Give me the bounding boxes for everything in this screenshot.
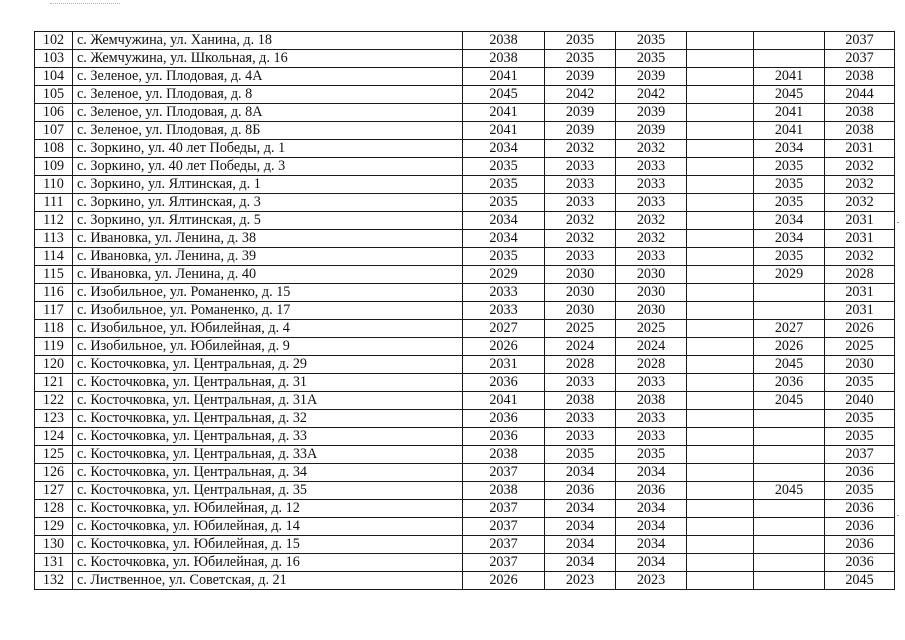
year-cell-2: 2034 <box>545 554 616 572</box>
year-cell-2: 2039 <box>545 122 616 140</box>
year-cell-6: 2040 <box>825 392 895 410</box>
row-number-cell: 112 <box>35 212 73 230</box>
table-row <box>35 212 895 230</box>
address-cell: с. Изобильное, ул. Романенко, д. 15 <box>73 284 463 302</box>
table-row <box>35 140 895 158</box>
year-cell-5 <box>754 572 825 590</box>
table-row <box>35 392 895 410</box>
year-cell-3: 2033 <box>616 158 687 176</box>
year-cell-6: 2036 <box>825 464 895 482</box>
year-cell-5: 2029 <box>754 266 825 284</box>
table-row <box>35 374 895 392</box>
address-cell: с. Зеленое, ул. Плодовая, д. 8А <box>73 104 463 122</box>
table-row <box>35 356 895 374</box>
year-cell-4 <box>687 86 754 104</box>
year-cell-6: 2032 <box>825 158 895 176</box>
table-row <box>35 500 895 518</box>
row-number-cell: 116 <box>35 284 73 302</box>
year-cell-5: 2041 <box>754 104 825 122</box>
year-cell-4 <box>687 374 754 392</box>
row-number-cell: 115 <box>35 266 73 284</box>
year-cell-1: 2037 <box>463 554 545 572</box>
year-cell-2: 2034 <box>545 464 616 482</box>
year-cell-1: 2041 <box>463 122 545 140</box>
address-cell: с. Изобильное, ул. Юбилейная, д. 9 <box>73 338 463 356</box>
address-cell: с. Изобильное, ул. Юбилейная, д. 4 <box>73 320 463 338</box>
year-cell-5 <box>754 446 825 464</box>
year-cell-1: 2038 <box>463 50 545 68</box>
table-row <box>35 338 895 356</box>
year-cell-3: 2035 <box>616 446 687 464</box>
year-cell-5 <box>754 302 825 320</box>
year-cell-2: 2039 <box>545 104 616 122</box>
year-cell-1: 2037 <box>463 536 545 554</box>
row-number-cell: 111 <box>35 194 73 212</box>
year-cell-5 <box>754 410 825 428</box>
table-row <box>35 572 895 590</box>
address-cell: с. Зоркино, ул. 40 лет Победы, д. 1 <box>73 140 463 158</box>
table-row <box>35 284 895 302</box>
table-row <box>35 266 895 284</box>
year-cell-3: 2038 <box>616 392 687 410</box>
year-cell-2: 2033 <box>545 248 616 266</box>
year-cell-5: 2036 <box>754 374 825 392</box>
address-cell: с. Косточковка, ул. Юбилейная, д. 12 <box>73 500 463 518</box>
year-cell-3: 2033 <box>616 194 687 212</box>
year-cell-3: 2024 <box>616 338 687 356</box>
year-cell-1: 2033 <box>463 284 545 302</box>
year-cell-5: 2034 <box>754 230 825 248</box>
year-cell-1: 2034 <box>463 230 545 248</box>
year-cell-2: 2028 <box>545 356 616 374</box>
row-number-cell: 121 <box>35 374 73 392</box>
row-number-cell: 126 <box>35 464 73 482</box>
year-cell-6: 2036 <box>825 518 895 536</box>
year-cell-5 <box>754 500 825 518</box>
address-cell: с. Косточковка, ул. Центральная, д. 35 <box>73 482 463 500</box>
year-cell-5 <box>754 32 825 50</box>
year-cell-5 <box>754 464 825 482</box>
year-cell-6: 2038 <box>825 122 895 140</box>
year-cell-6: 2036 <box>825 536 895 554</box>
address-cell: с. Ивановка, ул. Ленина, д. 40 <box>73 266 463 284</box>
year-cell-2: 2036 <box>545 482 616 500</box>
year-cell-3: 2033 <box>616 176 687 194</box>
year-cell-2: 2034 <box>545 500 616 518</box>
year-cell-2: 2032 <box>545 212 616 230</box>
year-cell-6: 2036 <box>825 554 895 572</box>
year-cell-1: 2036 <box>463 374 545 392</box>
year-cell-5 <box>754 284 825 302</box>
year-cell-5: 2035 <box>754 158 825 176</box>
row-number-cell: 106 <box>35 104 73 122</box>
year-cell-1: 2033 <box>463 302 545 320</box>
year-cell-5: 2034 <box>754 140 825 158</box>
year-cell-1: 2037 <box>463 500 545 518</box>
row-number-cell: 125 <box>35 446 73 464</box>
year-cell-2: 2032 <box>545 230 616 248</box>
year-cell-5: 2026 <box>754 338 825 356</box>
row-number-cell: 124 <box>35 428 73 446</box>
year-cell-6: 2035 <box>825 482 895 500</box>
address-cell: с. Косточковка, ул. Центральная, д. 34 <box>73 464 463 482</box>
year-cell-6: 2030 <box>825 356 895 374</box>
address-cell: с. Жемчужина, ул. Школьная, д. 16 <box>73 50 463 68</box>
year-cell-3: 2033 <box>616 374 687 392</box>
address-cell: с. Зоркино, ул. Ялтинская, д. 1 <box>73 176 463 194</box>
address-cell: с. Косточковка, ул. Центральная, д. 33А <box>73 446 463 464</box>
year-cell-2: 2032 <box>545 140 616 158</box>
year-cell-2: 2033 <box>545 194 616 212</box>
year-cell-1: 2027 <box>463 320 545 338</box>
year-cell-1: 2038 <box>463 32 545 50</box>
year-cell-3: 2030 <box>616 302 687 320</box>
year-cell-5: 2045 <box>754 392 825 410</box>
year-cell-3: 2023 <box>616 572 687 590</box>
housing-register-table <box>34 31 895 590</box>
table-row <box>35 446 895 464</box>
year-cell-2: 2033 <box>545 176 616 194</box>
year-cell-4 <box>687 158 754 176</box>
year-cell-4 <box>687 410 754 428</box>
year-cell-1: 2041 <box>463 392 545 410</box>
year-cell-3: 2033 <box>616 410 687 428</box>
table-row <box>35 320 895 338</box>
year-cell-6: 2025 <box>825 338 895 356</box>
year-cell-1: 2036 <box>463 428 545 446</box>
year-cell-4 <box>687 572 754 590</box>
year-cell-1: 2029 <box>463 266 545 284</box>
year-cell-2: 2030 <box>545 302 616 320</box>
table-row <box>35 518 895 536</box>
year-cell-4 <box>687 554 754 572</box>
year-cell-3: 2025 <box>616 320 687 338</box>
year-cell-2: 2035 <box>545 50 616 68</box>
address-cell: с. Зоркино, ул. Ялтинская, д. 3 <box>73 194 463 212</box>
row-number-cell: 130 <box>35 536 73 554</box>
year-cell-6: 2044 <box>825 86 895 104</box>
address-cell: с. Жемчужина, ул. Ханина, д. 18 <box>73 32 463 50</box>
row-number-cell: 109 <box>35 158 73 176</box>
year-cell-5: 2045 <box>754 356 825 374</box>
address-cell: с. Косточковка, ул. Центральная, д. 31 <box>73 374 463 392</box>
year-cell-1: 2026 <box>463 338 545 356</box>
year-cell-6: 2035 <box>825 428 895 446</box>
year-cell-3: 2032 <box>616 230 687 248</box>
year-cell-4 <box>687 464 754 482</box>
year-cell-4 <box>687 140 754 158</box>
row-number-cell: 123 <box>35 410 73 428</box>
table-row <box>35 86 895 104</box>
year-cell-4 <box>687 104 754 122</box>
year-cell-3: 2032 <box>616 212 687 230</box>
year-cell-3: 2032 <box>616 140 687 158</box>
year-cell-1: 2041 <box>463 68 545 86</box>
year-cell-1: 2035 <box>463 176 545 194</box>
row-number-cell: 119 <box>35 338 73 356</box>
year-cell-6: 2032 <box>825 194 895 212</box>
address-cell: с. Ивановка, ул. Ленина, д. 39 <box>73 248 463 266</box>
year-cell-1: 2034 <box>463 212 545 230</box>
year-cell-5: 2045 <box>754 86 825 104</box>
year-cell-6: 2035 <box>825 374 895 392</box>
row-number-cell: 110 <box>35 176 73 194</box>
year-cell-2: 2033 <box>545 374 616 392</box>
row-number-cell: 132 <box>35 572 73 590</box>
year-cell-6: 2026 <box>825 320 895 338</box>
address-cell: с. Зеленое, ул. Плодовая, д. 4А <box>73 68 463 86</box>
year-cell-2: 2023 <box>545 572 616 590</box>
year-cell-3: 2042 <box>616 86 687 104</box>
year-cell-4 <box>687 32 754 50</box>
address-cell: с. Косточковка, ул. Юбилейная, д. 16 <box>73 554 463 572</box>
year-cell-2: 2038 <box>545 392 616 410</box>
table-row <box>35 464 895 482</box>
address-cell: с. Зоркино, ул. 40 лет Победы, д. 3 <box>73 158 463 176</box>
address-cell: с. Зеленое, ул. Плодовая, д. 8 <box>73 86 463 104</box>
year-cell-1: 2026 <box>463 572 545 590</box>
year-cell-2: 2030 <box>545 266 616 284</box>
row-number-cell: 120 <box>35 356 73 374</box>
address-cell: с. Изобильное, ул. Романенко, д. 17 <box>73 302 463 320</box>
year-cell-3: 2030 <box>616 284 687 302</box>
table-row <box>35 428 895 446</box>
year-cell-4 <box>687 446 754 464</box>
year-cell-2: 2024 <box>545 338 616 356</box>
year-cell-6: 2031 <box>825 230 895 248</box>
year-cell-3: 2035 <box>616 32 687 50</box>
table-row <box>35 68 895 86</box>
year-cell-3: 2034 <box>616 518 687 536</box>
year-cell-5: 2034 <box>754 212 825 230</box>
year-cell-3: 2030 <box>616 266 687 284</box>
table-row <box>35 302 895 320</box>
scan-artifact <box>897 222 899 223</box>
row-number-cell: 127 <box>35 482 73 500</box>
table-row <box>35 248 895 266</box>
row-number-cell: 105 <box>35 86 73 104</box>
address-cell: с. Лиственное, ул. Советская, д. 21 <box>73 572 463 590</box>
row-number-cell: 117 <box>35 302 73 320</box>
address-cell: с. Зоркино, ул. Ялтинская, д. 5 <box>73 212 463 230</box>
year-cell-4 <box>687 536 754 554</box>
year-cell-6: 2038 <box>825 104 895 122</box>
table-row <box>35 32 895 50</box>
year-cell-2: 2035 <box>545 32 616 50</box>
year-cell-4 <box>687 212 754 230</box>
year-cell-6: 2032 <box>825 248 895 266</box>
year-cell-5 <box>754 518 825 536</box>
year-cell-2: 2025 <box>545 320 616 338</box>
row-number-cell: 122 <box>35 392 73 410</box>
year-cell-1: 2038 <box>463 446 545 464</box>
year-cell-1: 2045 <box>463 86 545 104</box>
address-cell: с. Косточковка, ул. Юбилейная, д. 14 <box>73 518 463 536</box>
year-cell-5: 2035 <box>754 194 825 212</box>
year-cell-3: 2033 <box>616 248 687 266</box>
year-cell-5: 2027 <box>754 320 825 338</box>
year-cell-6: 2038 <box>825 68 895 86</box>
year-cell-1: 2031 <box>463 356 545 374</box>
year-cell-3: 2034 <box>616 536 687 554</box>
table-row <box>35 50 895 68</box>
year-cell-1: 2036 <box>463 410 545 428</box>
year-cell-3: 2039 <box>616 122 687 140</box>
row-number-cell: 128 <box>35 500 73 518</box>
year-cell-3: 2028 <box>616 356 687 374</box>
year-cell-3: 2034 <box>616 464 687 482</box>
year-cell-5: 2035 <box>754 248 825 266</box>
table-row <box>35 554 895 572</box>
year-cell-1: 2034 <box>463 140 545 158</box>
year-cell-3: 2036 <box>616 482 687 500</box>
year-cell-3: 2033 <box>616 428 687 446</box>
table-row <box>35 536 895 554</box>
year-cell-6: 2037 <box>825 446 895 464</box>
year-cell-4 <box>687 266 754 284</box>
year-cell-5 <box>754 554 825 572</box>
year-cell-6: 2037 <box>825 50 895 68</box>
year-cell-6: 2032 <box>825 176 895 194</box>
row-number-cell: 102 <box>35 32 73 50</box>
year-cell-3: 2039 <box>616 68 687 86</box>
year-cell-4 <box>687 284 754 302</box>
table-body <box>35 32 895 590</box>
year-cell-4 <box>687 320 754 338</box>
address-cell: с. Косточковка, ул. Юбилейная, д. 15 <box>73 536 463 554</box>
year-cell-5: 2045 <box>754 482 825 500</box>
year-cell-5 <box>754 50 825 68</box>
row-number-cell: 129 <box>35 518 73 536</box>
year-cell-4 <box>687 50 754 68</box>
year-cell-4 <box>687 428 754 446</box>
table-row <box>35 410 895 428</box>
year-cell-1: 2035 <box>463 248 545 266</box>
year-cell-3: 2035 <box>616 50 687 68</box>
row-number-cell: 113 <box>35 230 73 248</box>
row-number-cell: 108 <box>35 140 73 158</box>
year-cell-4 <box>687 194 754 212</box>
year-cell-5: 2041 <box>754 68 825 86</box>
year-cell-2: 2039 <box>545 68 616 86</box>
year-cell-5 <box>754 428 825 446</box>
year-cell-5: 2035 <box>754 176 825 194</box>
year-cell-3: 2034 <box>616 500 687 518</box>
year-cell-6: 2045 <box>825 572 895 590</box>
year-cell-4 <box>687 392 754 410</box>
year-cell-4 <box>687 230 754 248</box>
year-cell-4 <box>687 518 754 536</box>
year-cell-6: 2031 <box>825 284 895 302</box>
year-cell-5 <box>754 536 825 554</box>
year-cell-6: 2036 <box>825 500 895 518</box>
address-cell: с. Косточковка, ул. Центральная, д. 32 <box>73 410 463 428</box>
year-cell-6: 2035 <box>825 410 895 428</box>
row-number-cell: 107 <box>35 122 73 140</box>
year-cell-2: 2030 <box>545 284 616 302</box>
year-cell-1: 2037 <box>463 464 545 482</box>
table-row <box>35 122 895 140</box>
year-cell-1: 2035 <box>463 194 545 212</box>
year-cell-1: 2038 <box>463 482 545 500</box>
table-row <box>35 194 895 212</box>
address-cell: с. Косточковка, ул. Центральная, д. 33 <box>73 428 463 446</box>
row-number-cell: 131 <box>35 554 73 572</box>
year-cell-6: 2031 <box>825 302 895 320</box>
row-number-cell: 103 <box>35 50 73 68</box>
address-cell: с. Зеленое, ул. Плодовая, д. 8Б <box>73 122 463 140</box>
table-row <box>35 104 895 122</box>
table-row <box>35 176 895 194</box>
year-cell-3: 2039 <box>616 104 687 122</box>
row-number-cell: 114 <box>35 248 73 266</box>
row-number-cell: 118 <box>35 320 73 338</box>
year-cell-6: 2037 <box>825 32 895 50</box>
year-cell-2: 2042 <box>545 86 616 104</box>
address-cell: с. Косточковка, ул. Центральная, д. 29 <box>73 356 463 374</box>
year-cell-4 <box>687 356 754 374</box>
address-cell: с. Косточковка, ул. Центральная, д. 31А <box>73 392 463 410</box>
year-cell-6: 2031 <box>825 140 895 158</box>
year-cell-2: 2034 <box>545 518 616 536</box>
year-cell-2: 2033 <box>545 158 616 176</box>
table-row <box>35 482 895 500</box>
year-cell-1: 2037 <box>463 518 545 536</box>
year-cell-2: 2033 <box>545 410 616 428</box>
table-row <box>35 230 895 248</box>
year-cell-5: 2041 <box>754 122 825 140</box>
year-cell-4 <box>687 248 754 266</box>
year-cell-1: 2035 <box>463 158 545 176</box>
year-cell-2: 2033 <box>545 428 616 446</box>
year-cell-4 <box>687 68 754 86</box>
year-cell-1: 2041 <box>463 104 545 122</box>
year-cell-6: 2031 <box>825 212 895 230</box>
year-cell-4 <box>687 338 754 356</box>
scan-artifact <box>897 515 899 516</box>
scan-artifact <box>50 0 120 4</box>
table-row <box>35 158 895 176</box>
year-cell-4 <box>687 122 754 140</box>
year-cell-4 <box>687 176 754 194</box>
year-cell-6: 2028 <box>825 266 895 284</box>
year-cell-4 <box>687 482 754 500</box>
address-cell: с. Ивановка, ул. Ленина, д. 38 <box>73 230 463 248</box>
year-cell-4 <box>687 500 754 518</box>
year-cell-2: 2035 <box>545 446 616 464</box>
year-cell-4 <box>687 302 754 320</box>
year-cell-2: 2034 <box>545 536 616 554</box>
year-cell-3: 2034 <box>616 554 687 572</box>
row-number-cell: 104 <box>35 68 73 86</box>
